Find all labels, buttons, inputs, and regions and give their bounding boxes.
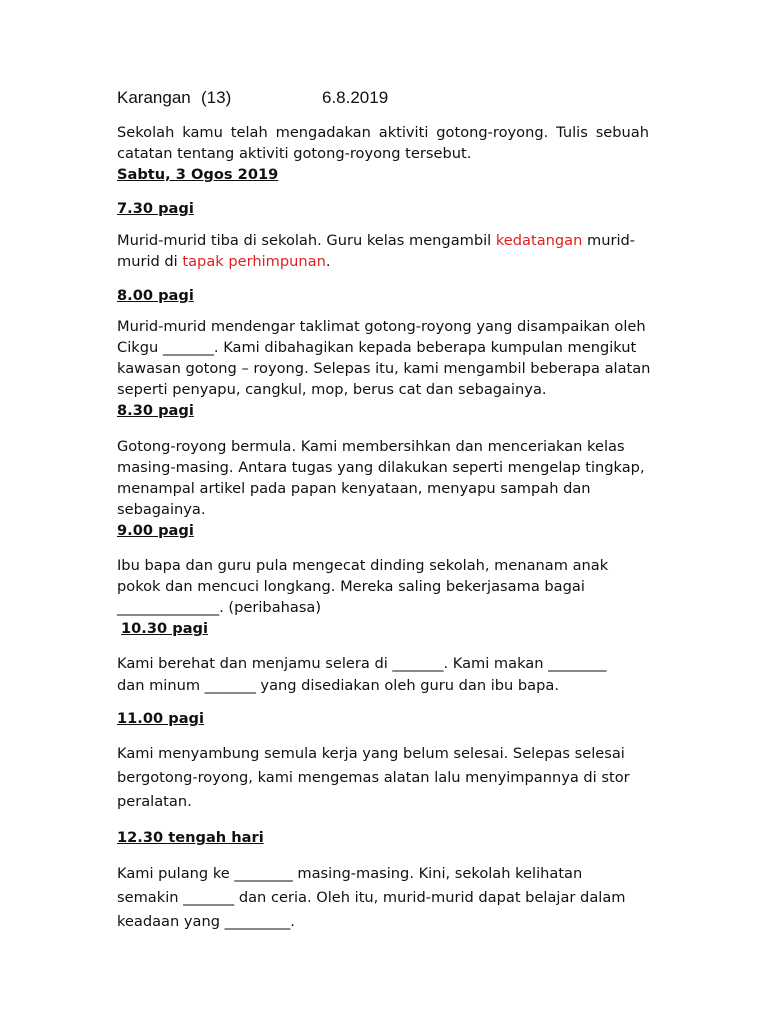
highlighted-word: kedatangan xyxy=(495,232,583,249)
paragraph-line: pokok dan mencuci longkang. Mereka saling bekerjasama bagai xyxy=(117,578,585,595)
paragraph-line: Cikgu _______. Kami dibahagikan kepada beberapa kumpulan mengikut xyxy=(117,339,637,356)
essay-date: 6.8.2019 xyxy=(322,88,389,107)
time-heading: 12.30 tengah hari xyxy=(117,829,264,846)
paragraph-line: masing-masing. Antara tugas yang dilakukan seperti mengelap tingkap, xyxy=(117,459,645,476)
paragraph-line: peralatan. xyxy=(117,793,192,810)
paragraph-line: semakin _______ dan ceria. Oleh itu, murid-murid dapat belajar dalam xyxy=(117,889,626,906)
instruction-line: Sekolah kamu telah mengadakan aktiviti gotong-royong. Tulis sebuah xyxy=(117,124,649,141)
time-heading: 9.00 pagi xyxy=(117,522,194,539)
text-run: murid di xyxy=(117,253,183,270)
paragraph-line: sebagainya. xyxy=(117,501,206,518)
paragraph-line: dan minum _______ yang disediakan oleh guru dan ibu bapa. xyxy=(117,677,559,694)
time-heading: 7.30 pagi xyxy=(117,200,194,217)
paragraph-line: Ibu bapa dan guru pula mengecat dinding sekolah, menanam anak xyxy=(117,557,609,574)
essay-title: Karangan xyxy=(117,88,191,107)
essay-number: (13) xyxy=(201,88,232,107)
paragraph-line: bergotong-royong, kami mengemas alatan lalu menyimpannya di stor xyxy=(117,769,630,786)
paragraph-line: Gotong-royong bermula. Kami membersihkan dan menceriakan kelas xyxy=(117,438,625,455)
text-run: Murid-murid tiba di sekolah. Guru kelas mengambil xyxy=(117,232,496,249)
paragraph-line: Kami berehat dan menjamu selera di _______. Kami makan ________ xyxy=(117,655,607,672)
time-heading: 10.30 pagi xyxy=(121,620,208,637)
paragraph-line: menampal artikel pada papan kenyataan, menyapu sampah dan xyxy=(117,480,591,497)
time-heading: 8.30 pagi xyxy=(117,402,194,419)
time-heading: 11.00 pagi xyxy=(117,710,204,727)
paragraph-line: ______________. (peribahasa) xyxy=(117,599,322,616)
paragraph-line: Kami pulang ke ________ masing-masing. Kini, sekolah kelihatan xyxy=(117,865,583,882)
instruction-line: catatan tentang aktiviti gotong-royong tersebut. xyxy=(117,145,472,162)
text-run: . xyxy=(325,253,331,270)
text-run: murid- xyxy=(582,232,636,249)
paragraph-line: kawasan gotong – royong. Selepas itu, kami mengambil beberapa alatan xyxy=(117,360,651,377)
time-heading: 8.00 pagi xyxy=(117,287,194,304)
day-heading: Sabtu, 3 Ogos 2019 xyxy=(117,166,279,183)
highlighted-phrase: tapak perhimpunan xyxy=(182,253,326,270)
paragraph-line xyxy=(117,231,635,251)
paragraph-line: seperti penyapu, cangkul, mop, berus cat dan sebagainya. xyxy=(117,381,547,398)
paragraph-line: Murid-murid mendengar taklimat gotong-royong yang disampaikan oleh xyxy=(117,318,646,335)
paragraph-line: Kami menyambung semula kerja yang belum selesai. Selepas selesai xyxy=(117,745,625,762)
paragraph-line: keadaan yang _________. xyxy=(117,913,295,930)
paragraph-line xyxy=(117,252,330,272)
